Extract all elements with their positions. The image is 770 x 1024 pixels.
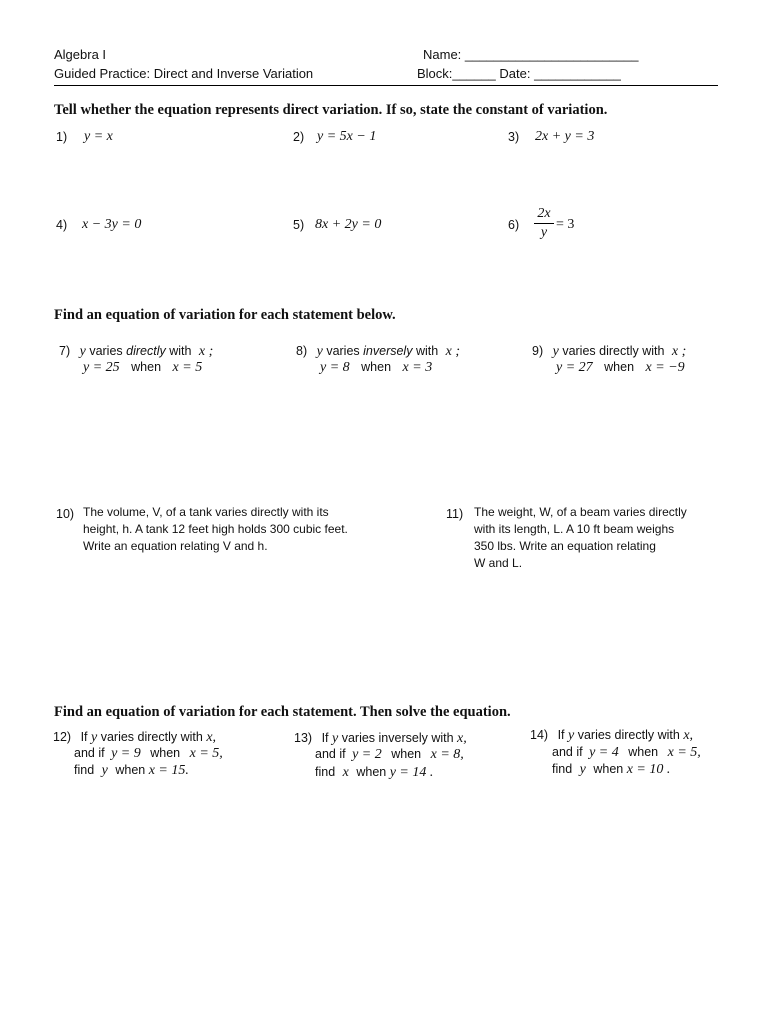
cond-x: x = 5 bbox=[172, 360, 203, 375]
word-problem-text: The weight, W, of a beam varies directly with its length, L. A 10 ft beam weighs 350 lbs. Write an equation relating W and L. bbox=[474, 505, 687, 570]
cond-y: y = 4 bbox=[589, 745, 619, 760]
problem-equation: y = 5x − 1 bbox=[317, 129, 377, 144]
problem-number: 3) bbox=[508, 130, 520, 144]
phrase-post: with bbox=[165, 344, 192, 358]
problem-7-condition bbox=[83, 360, 202, 376]
fraction-numerator: 2x bbox=[537, 206, 551, 221]
problem-8-condition bbox=[320, 360, 432, 376]
problem-number: 13) bbox=[294, 731, 313, 745]
var-x: x, bbox=[683, 728, 694, 743]
cond-x: x = −9 bbox=[645, 360, 685, 375]
and-if-label: and if bbox=[552, 745, 583, 759]
when-label: when bbox=[593, 762, 624, 776]
when-label: when bbox=[391, 747, 422, 761]
problem-equation: x − 3y = 0 bbox=[82, 217, 142, 232]
problem-9-condition bbox=[556, 360, 685, 376]
phrase-pre: varies bbox=[326, 344, 364, 358]
find-var: y bbox=[579, 762, 586, 777]
fraction bbox=[534, 206, 554, 241]
fraction-denominator: y bbox=[540, 225, 548, 240]
problem-equation: 8x + 2y = 0 bbox=[315, 217, 382, 232]
var-x: x ; bbox=[198, 344, 214, 359]
find-var: x bbox=[342, 765, 349, 780]
and-if-label: and if bbox=[315, 747, 346, 761]
find-var: y bbox=[101, 763, 108, 778]
find-label: find bbox=[74, 763, 95, 777]
phrase-post: with bbox=[412, 344, 439, 358]
header-rule bbox=[54, 85, 718, 86]
fraction-rhs: = 3 bbox=[556, 217, 575, 232]
worksheet-subtitle: Guided Practice: Direct and Inverse Variation bbox=[54, 66, 314, 81]
problem-number: 2) bbox=[293, 130, 305, 144]
var-x: x, bbox=[457, 731, 467, 746]
problem-9 bbox=[532, 344, 686, 360]
and-if-label: and if bbox=[74, 746, 105, 760]
cond-y: y = 2 bbox=[352, 747, 382, 762]
when-label: when bbox=[150, 746, 181, 760]
variation-phrase: varies inversely with bbox=[341, 731, 454, 745]
find-label: find bbox=[315, 765, 336, 779]
cond-x: x = 5, bbox=[667, 745, 701, 760]
problem-number: 14) bbox=[530, 728, 549, 742]
problem-14-line2 bbox=[552, 745, 701, 761]
problem-8 bbox=[296, 344, 460, 360]
var-y: y bbox=[332, 731, 339, 746]
problem-12-line2 bbox=[74, 746, 223, 762]
problem-number: 10) bbox=[56, 507, 75, 521]
if-label: If bbox=[557, 728, 565, 742]
problem-number: 11) bbox=[446, 507, 464, 521]
var-x: x, bbox=[206, 730, 217, 745]
when-label: when bbox=[628, 745, 659, 759]
phrase-emphasis: inversely bbox=[363, 344, 413, 358]
block-date-field: Block:______ Date: ____________ bbox=[417, 66, 621, 81]
phrase-pre: varies directly with bbox=[562, 344, 665, 358]
problem-13-line2 bbox=[315, 747, 464, 763]
problem-number: 1) bbox=[56, 130, 68, 144]
var-y: y bbox=[79, 344, 86, 359]
cond-x: x = 3 bbox=[402, 360, 433, 375]
problem-number: 6) bbox=[508, 218, 520, 232]
find-cond: x = 10 . bbox=[626, 762, 671, 777]
when-label: when bbox=[356, 765, 387, 779]
cond-x: x = 8, bbox=[430, 747, 464, 762]
find-cond: y = 14 . bbox=[389, 765, 434, 780]
find-cond: x = 15. bbox=[148, 763, 189, 778]
cond-y: y = 9 bbox=[111, 746, 141, 761]
problem-13-line3 bbox=[315, 765, 433, 781]
when-label: when bbox=[604, 360, 635, 374]
phrase-pre: varies bbox=[89, 344, 127, 358]
problem-number: 5) bbox=[293, 218, 305, 232]
var-y: y bbox=[91, 730, 98, 745]
problem-number: 7) bbox=[59, 344, 71, 358]
variation-phrase: varies directly with bbox=[100, 730, 203, 744]
section2-heading: Find an equation of variation for each statement below. bbox=[54, 307, 396, 323]
problem-equation: 2x + y = 3 bbox=[535, 129, 595, 144]
fraction-bar bbox=[534, 223, 554, 224]
var-y: y bbox=[568, 728, 575, 743]
problem-number: 8) bbox=[296, 344, 308, 358]
problem-14-line3 bbox=[552, 762, 670, 778]
cond-y: y = 25 bbox=[83, 360, 120, 375]
phrase-emphasis: directly bbox=[126, 344, 166, 358]
name-field: Name: ________________________ bbox=[423, 47, 639, 62]
variation-phrase: varies directly with bbox=[577, 728, 680, 742]
problem-number: 4) bbox=[56, 218, 68, 232]
problem-12-line3 bbox=[74, 763, 189, 779]
problem-number: 12) bbox=[53, 730, 72, 744]
section1-heading: Tell whether the equation represents direct variation. If so, state the constant of variation. bbox=[54, 102, 608, 118]
cond-x: x = 5, bbox=[189, 746, 223, 761]
cond-y: y = 27 bbox=[556, 360, 593, 375]
var-y: y bbox=[552, 344, 559, 359]
word-problem-text: The volume, V, of a tank varies directly with its height, h. A tank 12 feet high holds 300 cubic feet. Write an equation relating V and h. bbox=[83, 505, 348, 553]
problem-13-line1 bbox=[294, 731, 467, 747]
if-label: If bbox=[80, 730, 88, 744]
var-x: x ; bbox=[671, 344, 687, 359]
when-label: when bbox=[361, 360, 392, 374]
problem-14-line1 bbox=[530, 728, 693, 744]
section3-heading: Find an equation of variation for each statement. Then solve the equation. bbox=[54, 704, 511, 720]
course-title: Algebra I bbox=[54, 47, 107, 62]
find-label: find bbox=[552, 762, 573, 776]
problem-equation: y = x bbox=[84, 129, 113, 144]
problem-number: 9) bbox=[532, 344, 544, 358]
problem-7 bbox=[59, 344, 213, 360]
if-label: If bbox=[321, 731, 329, 745]
var-x: x ; bbox=[445, 344, 461, 359]
problem-12-line1 bbox=[53, 730, 216, 746]
when-label: when bbox=[115, 763, 146, 777]
when-label: when bbox=[131, 360, 162, 374]
cond-y: y = 8 bbox=[320, 360, 350, 375]
var-y: y bbox=[316, 344, 323, 359]
